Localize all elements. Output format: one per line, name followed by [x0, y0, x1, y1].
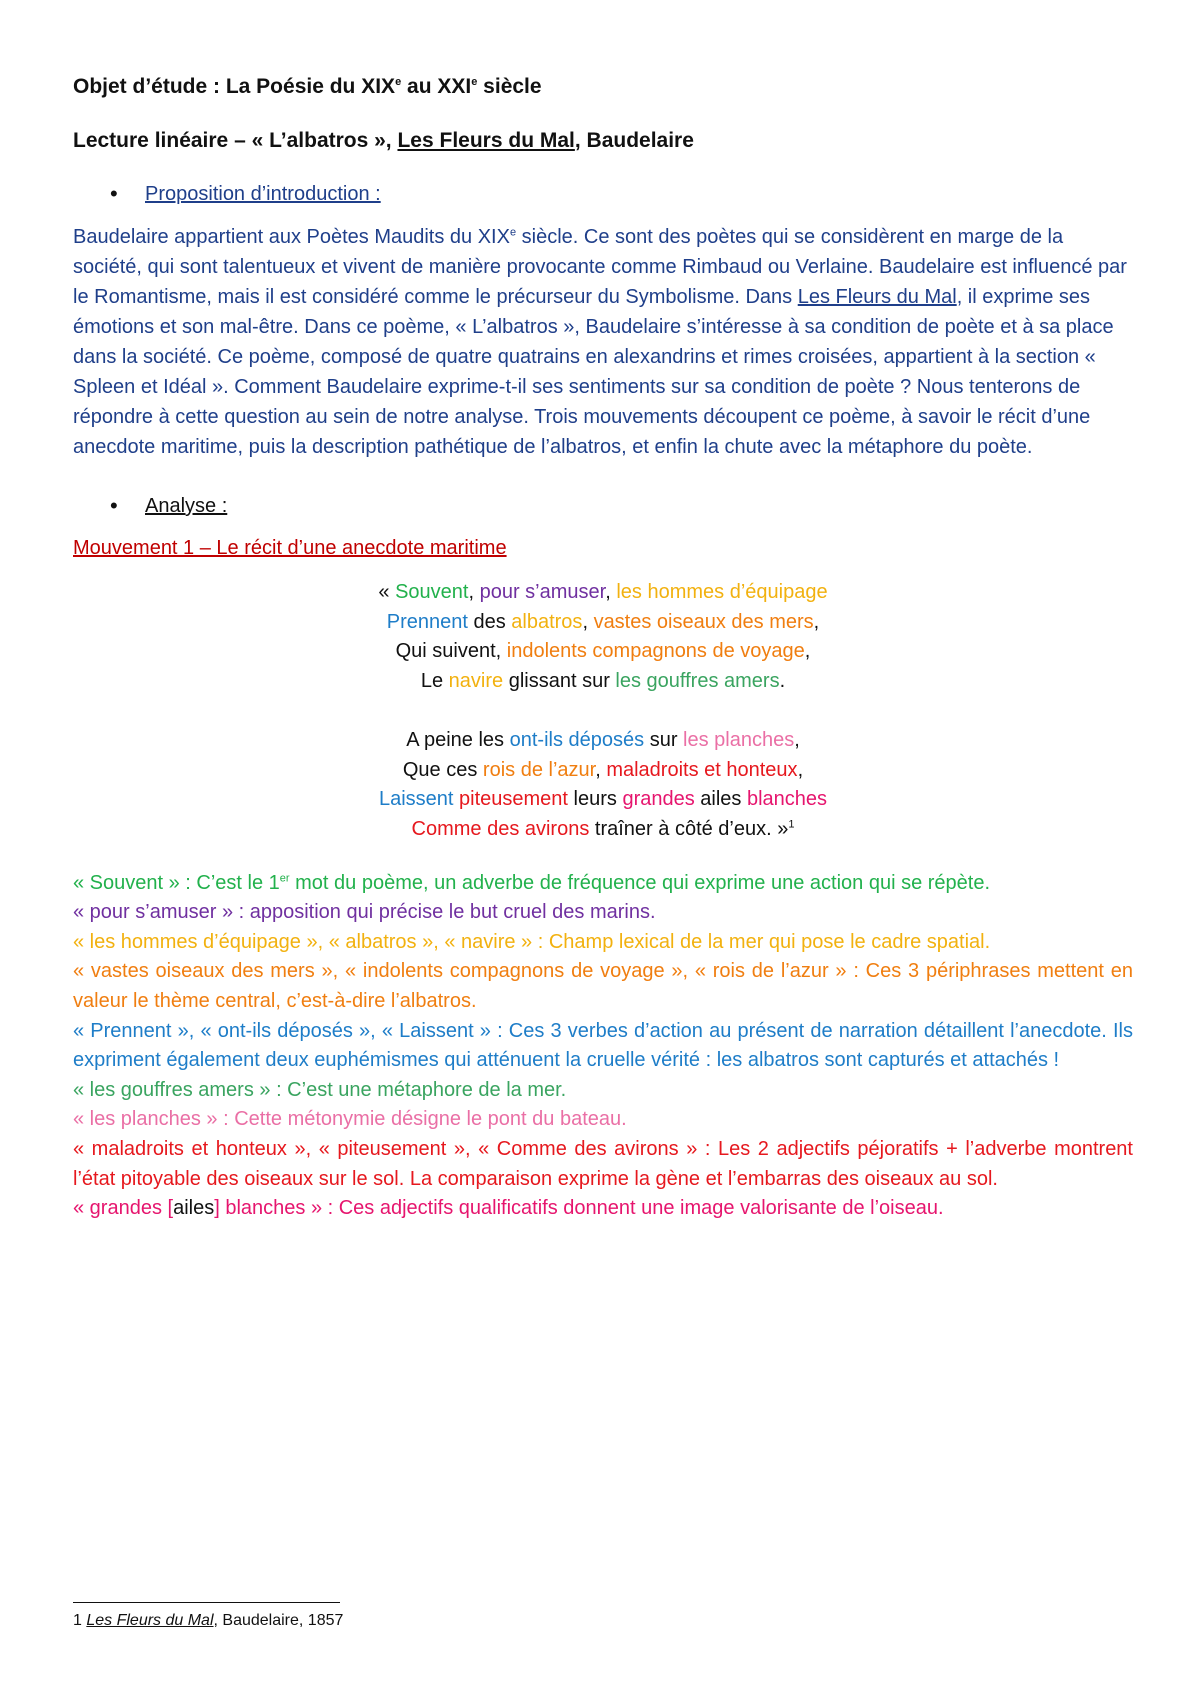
analysis-block: [73, 869, 1133, 1224]
intro-paragraph: Baudelaire appartient aux Poètes Maudits du XIXe siècle. Ce sont des poètes qui se considèrent en marge de la société, qui sont talentueux et vivent de manière provocante comme Rimbaud ou Verlaine. Baudelaire est influencé par le Romantisme, mais il est considéré comme le précurseur du Symbolisme. Dans Les Fleurs du Mal, il exprime ses émotions et son mal-être. Dans ce poème, « L’albatros », Baudelaire s’intéresse à sa condition de poète et à sa place dans la société. Ce poème, composé de quatre quatrains en alexandrins et rimes croisées, appartient à la section « Spleen et Idéal ». Comment Baudelaire exprime-t-il ses sentiments sur sa condition de poète ? Nous tenterons de répondre à cette question au sein de notre analyse. Trois mouvements découpent ce poème, à savoir le récit d’une anecdote maritime, puis la description pathétique de l’albatros, et enfin la chute avec la métaphore du poète.: [73, 226, 1127, 458]
book-title: Les Fleurs du Mal: [86, 1612, 214, 1629]
book-title: Les Fleurs du Mal: [397, 129, 575, 152]
document-subtitle: Lecture linéaire – « L’albatros », Les Fleurs du Mal, Baudelaire: [73, 129, 694, 152]
analysis-item: « grandes [ailes] blanches » : Ces adjectifs qualificatifs donnent une image valorisante de l’oiseau.: [73, 1197, 944, 1220]
poem-excerpt: [73, 578, 1133, 845]
analysis-item: « vastes oiseaux des mers », « indolents compagnons de voyage », « rois de l’azur » : Ces 3 périphrases mettent en valeur le thème central, c’est-à-dire l’albatros.: [73, 960, 1133, 1012]
poem-line: Que ces rois de l’azur, maladroits et honteux,: [402, 758, 804, 781]
analysis-item: « maladroits et honteux », « piteusement », « Comme des avirons » : Les 2 adjectifs péjoratifs + l’adverbe montrent l’état pitoyable des oiseaux sur le sol. La comparaison exprime la gène et l’embarras des oiseaux au sol.: [73, 1137, 1133, 1190]
poem-line: Le navire glissant sur les gouffres amers.: [420, 670, 786, 693]
intro-heading: • Proposition d’introduction :: [110, 181, 381, 206]
document-title: Objet d’étude : La Poésie du XIXe au XXIe siècle: [73, 75, 542, 98]
poem-line: A peine les ont-ils déposés sur les planches,: [406, 728, 800, 751]
poem-line: Prennent des albatros, vastes oiseaux des mers,: [386, 610, 820, 633]
footnote-separator: [73, 1602, 340, 1603]
mouvement-title: Mouvement 1 – Le récit d’une anecdote maritime: [73, 537, 507, 559]
poem-line: Qui suivent, indolents compagnons de voyage,: [395, 640, 811, 663]
bullet-icon: •: [110, 493, 118, 518]
footnote-ref: 1: [788, 818, 795, 831]
poem-line: « Souvent, pour s’amuser, les hommes d’équipage: [378, 581, 828, 603]
footnote: 1 Les Fleurs du Mal, Baudelaire, 1857: [73, 1612, 344, 1629]
poem-line: Comme des avirons traîner à côté d’eux. »$^1$: [411, 817, 795, 840]
poem-line: Laissent piteusement leurs grandes ailes blanches: [378, 788, 828, 811]
analysis-item: « pour s’amuser » : apposition qui précise le but cruel des marins.: [73, 901, 656, 924]
analysis-item: « les hommes d’équipage », « albatros », « navire » : Champ lexical de la mer qui pose le cadre spatial.: [73, 930, 991, 953]
document-page: [73, 72, 1133, 1224]
analysis-item: « Souvent » : C’est le 1er mot du poème, un adverbe de fréquence qui exprime une action qui se répète.: [73, 871, 991, 894]
bullet-icon: •: [110, 181, 118, 206]
analysis-item: « les planches » : Cette métonymie désigne le pont du bateau.: [73, 1108, 627, 1131]
book-title: Les Fleurs du Mal: [797, 286, 957, 308]
analysis-item: « les gouffres amers » : C’est une métaphore de la mer.: [73, 1078, 567, 1101]
analysis-item: « Prennent », « ont-ils déposés », « Laissent » : Ces 3 verbes d’action au présent de narration détaillent l’anecdote. Ils expriment également deux euphémismes qui atténuent la cruelle vérité : les albatros sont capturés et attachés !: [73, 1019, 1133, 1072]
analyse-heading: • Analyse :: [110, 493, 228, 518]
